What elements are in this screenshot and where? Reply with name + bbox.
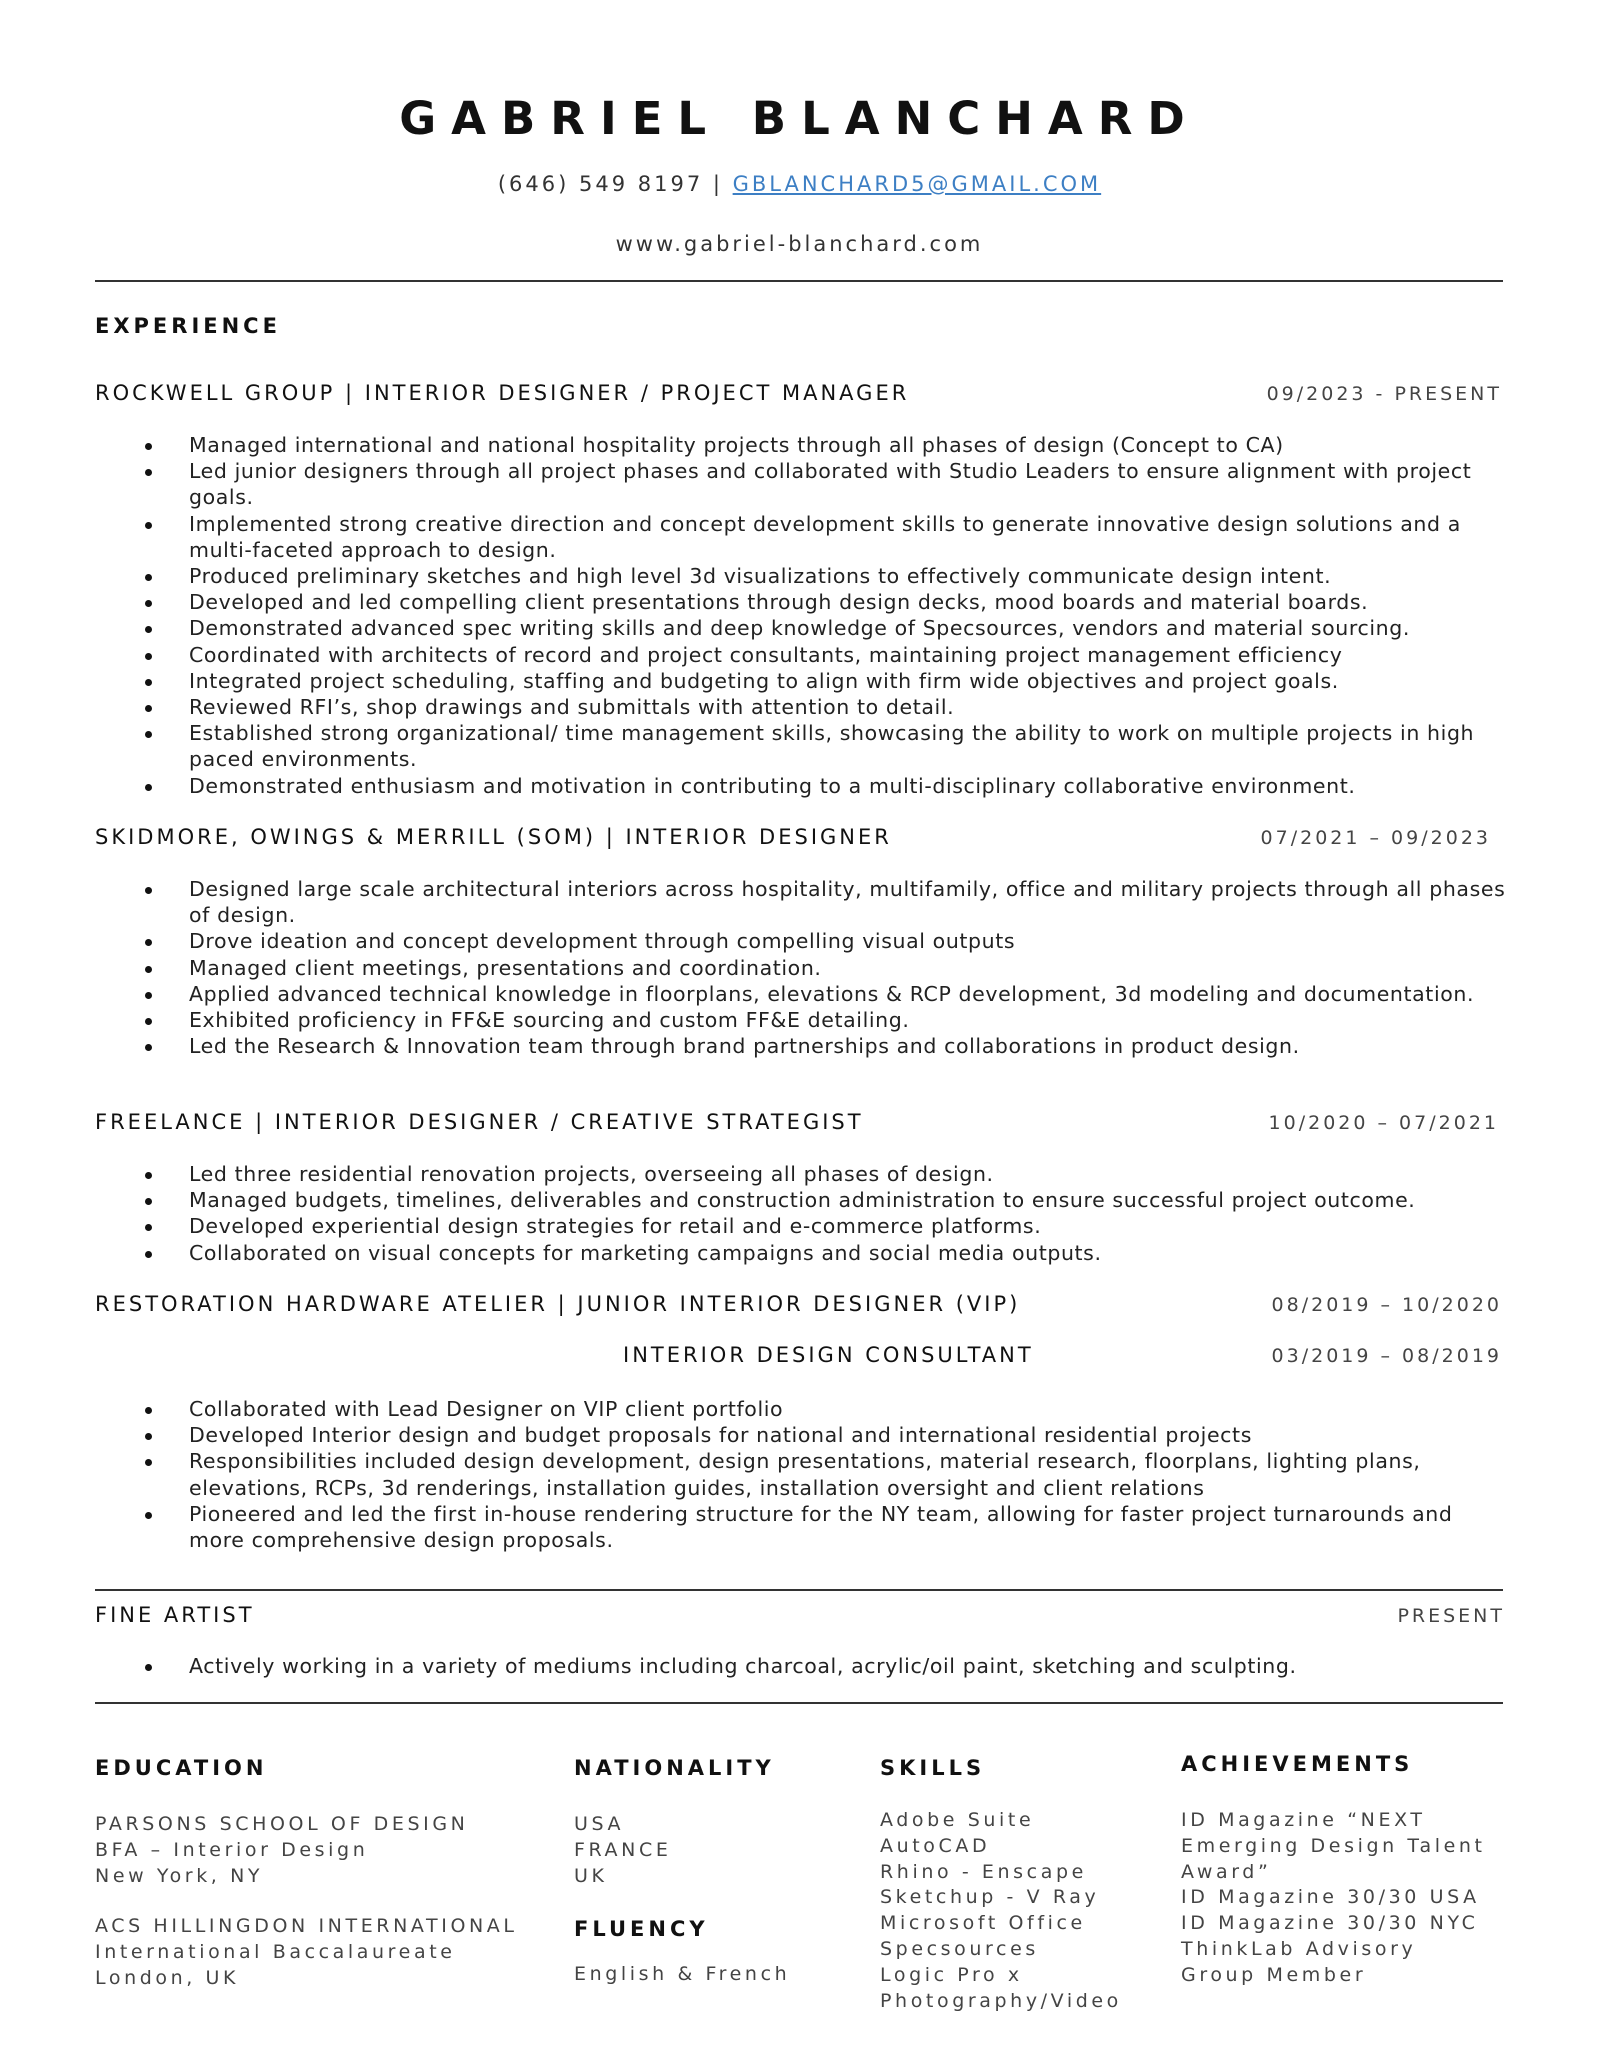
achievements-heading: ACHIEVEMENTS	[1181, 1752, 1414, 1776]
list-item: Collaborated with Lead Designer on VIP client portfolio	[95, 1396, 1515, 1422]
list-item: Led junior designers through all project phases and collaborated with Studio Leaders to ensure alignment with project goals.	[95, 458, 1515, 510]
nationality-list	[574, 1812, 671, 1889]
list-item: Rhino - Enscape	[880, 1860, 1087, 1883]
list-item: Collaborated on visual concepts for marketing campaigns and social media outputs.	[95, 1240, 1515, 1266]
list-item: Developed experiential design strategies for retail and e-commerce platforms.	[95, 1213, 1515, 1239]
spacer	[95, 1889, 518, 1914]
job-bullets	[95, 1161, 1515, 1266]
list-item: ID Magazine “NEXT	[1181, 1809, 1426, 1831]
list-item: ThinkLab Advisory	[1181, 1937, 1417, 1960]
job-title: SKIDMORE, OWINGS & MERRILL (SOM) | INTERIOR DESIGNER	[95, 825, 892, 849]
list-item: Reviewed RFI’s, shop drawings and submittals with attention to detail.	[95, 694, 1515, 720]
job-subdate: 03/2019 – 08/2019	[1271, 1345, 1502, 1367]
list-item: Sketchup - V Ray	[880, 1886, 1100, 1909]
nationality-heading: NATIONALITY	[574, 1756, 775, 1780]
section-divider	[95, 1702, 1503, 1704]
job-bullets	[95, 1396, 1515, 1553]
list-item: Actively working in a variety of mediums including charcoal, acrylic/oil paint, sketching and sculpting.	[95, 1653, 1515, 1679]
header-divider	[95, 280, 1503, 282]
website-url: www.gabriel-blanchard.com	[615, 232, 984, 256]
resume-name: GABRIEL BLANCHARD	[399, 92, 1200, 145]
list-item: Implemented strong creative direction and concept development skills to generate innovative design solutions and a multi-faceted approach to design.	[95, 511, 1515, 563]
list-item: Developed Interior design and budget proposals for national and international residential projects	[95, 1422, 1515, 1448]
list-item: Exhibited proficiency in FF&E sourcing and custom FF&E detailing.	[95, 1007, 1515, 1033]
education-list	[95, 1812, 518, 1992]
experience-heading: EXPERIENCE	[95, 314, 281, 338]
list-item: Managed client meetings, presentations and coordination.	[95, 955, 1515, 981]
list-item: Designed large scale architectural interiors across hospitality, multifamily, office and military projects through all phases of design.	[95, 876, 1515, 928]
phone-number: (646) 549 8197 |	[497, 172, 733, 196]
job-date: 10/2020 – 07/2021	[1268, 1112, 1499, 1134]
list-item: International Baccalaureate	[95, 1941, 456, 1964]
skills-heading: SKILLS	[880, 1756, 986, 1780]
list-item: Produced preliminary sketches and high level 3d visualizations to effectively communicate design intent.	[95, 563, 1515, 589]
list-item: Led the Research & Innovation team through brand partnerships and collaborations in product design.	[95, 1033, 1515, 1059]
list-item: ACS HILLINGDON INTERNATIONAL	[95, 1915, 518, 1938]
list-item: Drove ideation and concept development through compelling visual outputs	[95, 928, 1515, 954]
section-divider	[95, 1589, 1503, 1591]
list-item: Developed and led compelling client presentations through design decks, mood boards and material boards.	[95, 589, 1515, 615]
list-item: AutoCAD	[880, 1834, 991, 1857]
list-item: Managed international and national hospitality projects through all phases of design (Concept to CA)	[95, 432, 1515, 458]
list-item: New York, NY	[95, 1864, 264, 1887]
list-item: Adobe Suite	[880, 1809, 1035, 1831]
fluency-list	[574, 1962, 790, 1988]
job-date: 09/2023 - PRESENT	[1266, 383, 1502, 405]
list-item: ID Magazine 30/30 NYC	[1181, 1912, 1479, 1935]
list-item: Led three residential renovation projects, overseeing all phases of design.	[95, 1161, 1515, 1187]
skills-list	[880, 1808, 1122, 2014]
list-item: Logic Pro x	[880, 1963, 1023, 1986]
list-item: English & French	[574, 1963, 791, 1985]
list-item: Emerging Design Talent	[1181, 1834, 1486, 1857]
job-date: 07/2021 – 09/2023	[1260, 827, 1491, 849]
job-bullets	[95, 876, 1515, 1059]
list-item: USA	[574, 1813, 625, 1835]
achievements-list	[1181, 1808, 1486, 1989]
job-subtitle: INTERIOR DESIGN CONSULTANT	[623, 1343, 1034, 1367]
list-item: London, UK	[95, 1966, 240, 1989]
list-item: Award”	[1181, 1860, 1272, 1883]
job-date: PRESENT	[1397, 1605, 1505, 1627]
education-heading: EDUCATION	[95, 1756, 268, 1780]
job-title: FINE ARTIST	[95, 1603, 255, 1627]
list-item: BFA – Interior Design	[95, 1838, 369, 1861]
list-item: FRANCE	[574, 1838, 672, 1861]
list-item: PARSONS SCHOOL OF DESIGN	[95, 1813, 469, 1835]
job-title: ROCKWELL GROUP | INTERIOR DESIGNER / PROJECT MANAGER	[95, 381, 910, 405]
job-title: FREELANCE | INTERIOR DESIGNER / CREATIVE STRATEGIST	[95, 1110, 864, 1134]
list-item: Specsources	[880, 1937, 1039, 1960]
list-item: Coordinated with architects of record and project consultants, maintaining project management efficiency	[95, 642, 1515, 668]
email-link[interactable]: GBLANCHARD5@GMAIL.COM	[732, 172, 1102, 196]
list-item: Photography/Video	[880, 1989, 1122, 2012]
list-item: Pioneered and led the first in-house rendering structure for the NY team, allowing for faster project turnarounds and more comprehensive design proposals.	[95, 1501, 1515, 1553]
contact-line	[0, 172, 1599, 196]
list-item: Applied advanced technical knowledge in floorplans, elevations & RCP development, 3d modeling and documentation.	[95, 981, 1515, 1007]
list-item: Demonstrated enthusiasm and motivation in contributing to a multi-disciplinary collaborative environment.	[95, 773, 1515, 799]
list-item: UK	[574, 1864, 608, 1887]
list-item: ID Magazine 30/30 USA	[1181, 1886, 1480, 1909]
list-item: Integrated project scheduling, staffing and budgeting to align with firm wide objectives and project goals.	[95, 668, 1515, 694]
list-item: Established strong organizational/ time management skills, showcasing the ability to work on multiple projects in high paced environments.	[95, 720, 1515, 772]
fluency-heading: FLUENCY	[574, 1917, 709, 1941]
list-item: Demonstrated advanced spec writing skills and deep knowledge of Specsources, vendors and material sourcing.	[95, 615, 1515, 641]
job-bullets	[95, 1653, 1515, 1679]
list-item: Managed budgets, timelines, deliverables and construction administration to ensure successful project outcome.	[95, 1187, 1515, 1213]
list-item: Group Member	[1181, 1963, 1367, 1986]
list-item: Microsoft Office	[880, 1912, 1086, 1935]
list-item: Responsibilities included design development, design presentations, material research, floorplans, lighting plans, elevations, RCPs, 3d renderings, installation guides, installation oversight and client relations	[95, 1448, 1515, 1500]
job-date: 08/2019 – 10/2020	[1271, 1294, 1502, 1316]
job-title: RESTORATION HARDWARE ATELIER | JUNIOR INTERIOR DESIGNER (VIP)	[95, 1292, 1021, 1316]
job-bullets	[95, 432, 1515, 799]
